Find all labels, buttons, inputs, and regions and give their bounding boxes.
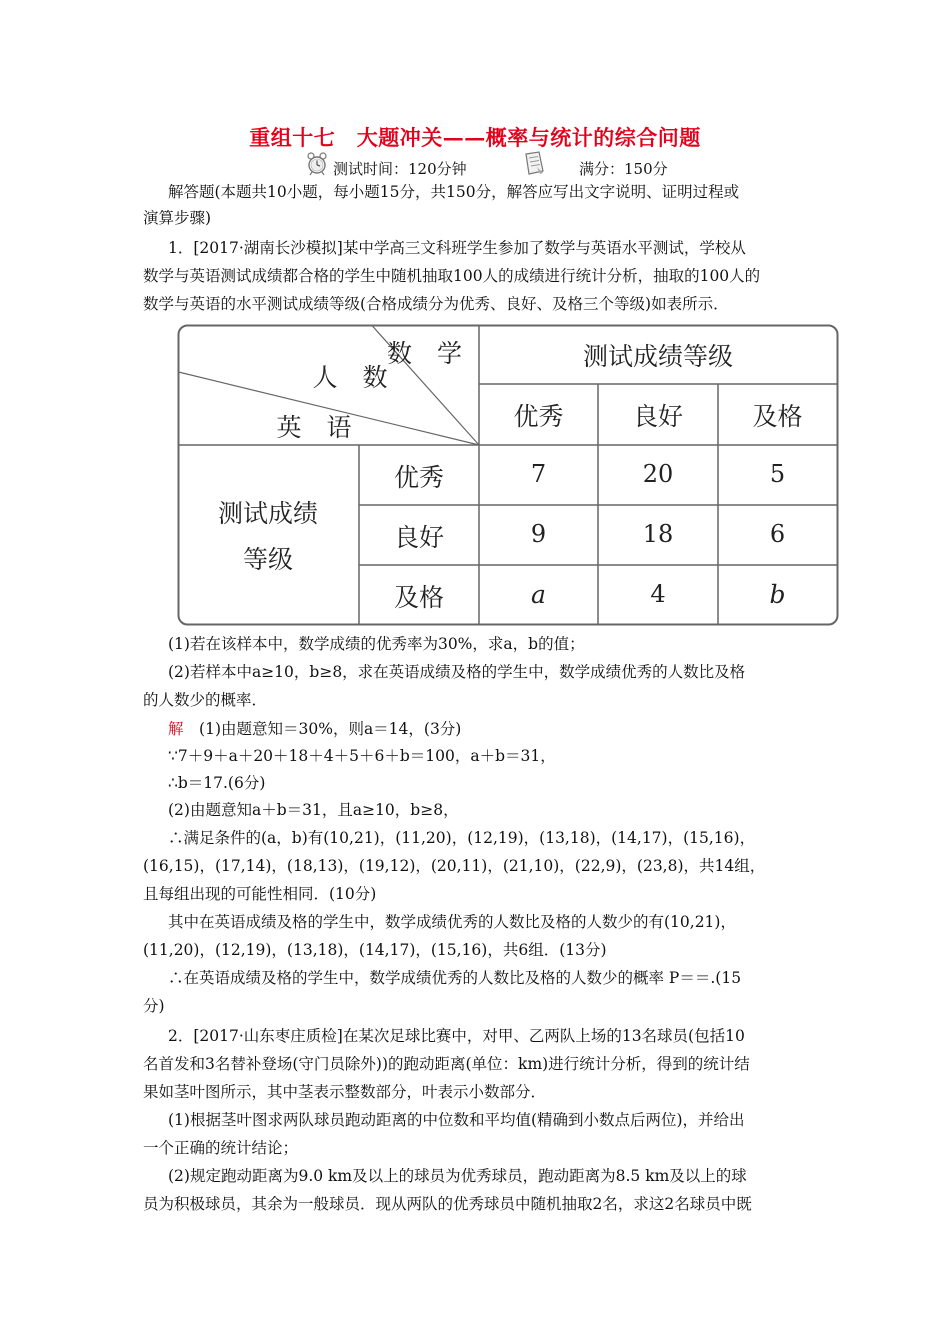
header-english: 英 语 <box>276 413 352 442</box>
solution-line-5: ∴满足条件的(a，b)有(10,21)，(11,20)，(12,19)，(13,18)，(14,17)，(15,16)， <box>168 829 756 847</box>
solution-line-11: 分) <box>143 997 165 1015</box>
test-time: 测试时间：120分钟 <box>333 160 467 178</box>
solution-line-1: 解 (1)由题意知＝30%，则a＝14，(3分) <box>168 720 462 738</box>
solution-line-6: (16,15)，(17,14)，(18,13)，(19,12)，(20,11)，(21,10)，(22,9)，(23,8)，共14组， <box>143 857 766 875</box>
solution-line-2: ∵7＋9＋a＋20＋18＋4＋5＋6＋b＝100，a＋b＝31， <box>168 747 556 765</box>
row-label-excellent: 优秀 <box>393 463 444 492</box>
q2-line-3: 果如茎叶图所示，其中茎表示整数部分，叶表示小数部分． <box>143 1083 547 1101</box>
solution-line-10: ∴在英语成绩及格的学生中，数学成绩优秀的人数比及格的人数少的概率 P＝＝.(15 <box>168 969 742 987</box>
score-sheet-icon <box>522 150 546 176</box>
table-cell: b <box>769 580 786 609</box>
solution-label: 解 <box>168 720 184 738</box>
q2-sub1-line-1: (1)根据茎叶图求两队球员跑动距离的中位数和平均值(精确到小数点后两位)，并给出 <box>168 1111 745 1129</box>
q2-line-2: 名首发和3名替补登场(守门员除外))的跑动距离(单位：km)进行统计分析，得到的统计结 <box>143 1055 750 1073</box>
intro-line-1: 解答题(本题共10小题，每小题15分，共150分，解答应写出文字说明、证明过程或 <box>168 183 740 201</box>
row-group-line-1: 测试成绩 <box>217 499 318 528</box>
q1-sub1: (1)若在该样本中，数学成绩的优秀率为30%，求a，b的值； <box>168 635 585 653</box>
alarm-clock-icon <box>306 150 328 176</box>
q2-sub2-line-2: 员为积极球员，其余为一般球员．现从两队的优秀球员中随机抽取2名，求这2名球员中既 <box>143 1195 752 1213</box>
intro-line-2: 演算步骤) <box>143 209 212 227</box>
table-cell: 6 <box>769 520 786 548</box>
row-label-good: 良好 <box>393 523 444 552</box>
row-label-pass: 及格 <box>393 583 444 612</box>
q1-sub2-line-2: 的人数少的概率． <box>143 691 268 709</box>
table-cell: 5 <box>769 460 786 488</box>
col-excellent: 优秀 <box>513 402 564 431</box>
col-good: 良好 <box>632 402 683 431</box>
page-title: 重组十七 大题冲关——概率与统计的综合问题 <box>249 125 701 150</box>
table-cell: 4 <box>650 580 666 608</box>
table-cell: 9 <box>530 520 547 548</box>
solution-line-9: (11,20)，(12,19)，(13,18)，(14,17)，(15,16)，共6组．(13分) <box>143 941 607 959</box>
solution-line-7: 且每组出现的可能性相同．(10分) <box>143 885 377 903</box>
table-cell: a <box>531 580 546 609</box>
solution-line-4: (2)由题意知a＋b＝31，且a≥10，b≥8， <box>168 801 459 819</box>
header-math: 数 学 <box>386 339 462 368</box>
q2-sub1-line-2: 一个正确的统计结论； <box>143 1139 299 1157</box>
header-people: 人 数 <box>312 363 388 392</box>
table-cell: 7 <box>530 460 547 488</box>
q1-sub2-line-1: (2)若样本中a≥10，b≥8，求在英语成绩及格的学生中，数学成绩优秀的人数比及格 <box>168 663 746 681</box>
table-cell: 18 <box>642 520 674 548</box>
table-cell: 20 <box>642 460 674 488</box>
col-group-title: 测试成绩等级 <box>582 342 733 371</box>
full-score: 满分：150分 <box>579 160 668 178</box>
q1-line-1: 1．[2017·湖南长沙模拟]某中学高三文科班学生参加了数学与英语水平测试，学校从 <box>168 239 746 257</box>
q1-line-3: 数学与英语的水平测试成绩等级(合格成绩分为优秀、良好、及格三个等级)如表所示． <box>143 295 729 313</box>
row-group-line-2: 等级 <box>242 545 293 574</box>
q2-line-1: 2．[2017·山东枣庄质检]在某次足球比赛中，对甲、乙两队上场的13名球员(包括10 <box>168 1027 745 1045</box>
solution-line-8: 其中在英语成绩及格的学生中，数学成绩优秀的人数比及格的人数少的有(10,21)， <box>168 913 736 931</box>
q1-line-2: 数学与英语测试成绩都合格的学生中随机抽取100人的成绩进行统计分析，抽取的100人的 <box>143 267 761 285</box>
col-pass: 及格 <box>752 402 803 431</box>
q2-sub2-line-1: (2)规定跑动距离为9.0 km及以上的球员为优秀球员，跑动距离为8.5 km及以上的球 <box>168 1167 747 1185</box>
score-grade-table <box>177 324 839 626</box>
solution-line-3: ∴b＝17.(6分) <box>168 774 266 792</box>
